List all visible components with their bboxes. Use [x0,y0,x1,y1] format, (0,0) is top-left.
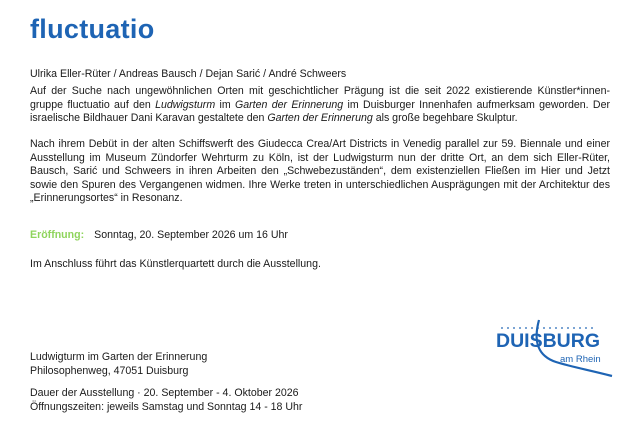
intro-text-4: als große begehbare Skulptur. [372,112,518,125]
history-paragraph: Nach ihrem Debüt in der alten Schiffswerft des Giudecca Crea/Art Districts in Venedig parallel zur 59. Biennale und einer Ausstellung im Museum Zündorfer Wehrturm zu Köln, ist der Ludwigsturm nun der dritte Ort, an dem sich Eller-Rüter, Bausch, Sarić und Schweers in ihren Arbeiten den „Schwebezuständen“, dem existenziellen Fließen im Hier und Jetzt sowie den Spuren des Vergangenen widmen. Ihre Werke treten in unterschiedlichen Ausprägungen mit der Architektur des „Erinnerungsortes“ in Resonanz. [30,138,610,205]
opening-hours: Öffnungszeiten: jeweils Samstag und Sonntag 14 - 18 Uhr [30,401,303,413]
dates-block [30,386,302,414]
duisburg-logo [494,318,614,380]
intro-emphasis-ludwigsturm: Ludwigsturm [155,98,216,111]
intro-text-2: im [215,98,236,111]
page-title: fluctuatio [30,14,155,44]
opening-value: Sonntag, 20. September 2026 um 16 Uhr [94,229,288,241]
location-block [30,350,207,378]
opening-label: Eröffnung: [30,229,85,241]
intro-paragraph [30,85,610,126]
location-name: Ludwigturm im Garten der Erinnerung [30,351,208,363]
intro-emphasis-garten-1: Garten der Erinnerung [235,98,344,111]
followup-note: Im Anschluss führt das Künstlerquartett durch die Ausstellung. [30,258,321,270]
logo-subtitle: am Rhein [560,354,601,365]
logo-wordmark: DUISBURG [496,330,600,352]
logo-dots [501,327,593,329]
intro-text-3: im Duisburger Innenhafen aufmerksam geworden. Der israelische Bildhauer Dani Karavan gestaltete den [30,98,611,125]
opening-line [30,229,288,241]
intro-text-1: Auf der Suche nach ungewöhnlichen Orten mit geschichtlicher Prägung ist die seit 2022 existierende Künstler*innen-gruppe fluctuatio auf den [30,85,610,111]
exhibition-duration: Dauer der Ausstellung · 20. September - 4. Oktober 2026 [30,387,299,399]
location-address: Philosophenweg, 47051 Duisburg [30,365,189,377]
authors-line: Ulrika Eller-Rüter / Andreas Bausch / Dejan Sarić / André Schweers [30,68,347,80]
intro-emphasis-garten-2: Garten der Erinnerung [267,112,373,125]
